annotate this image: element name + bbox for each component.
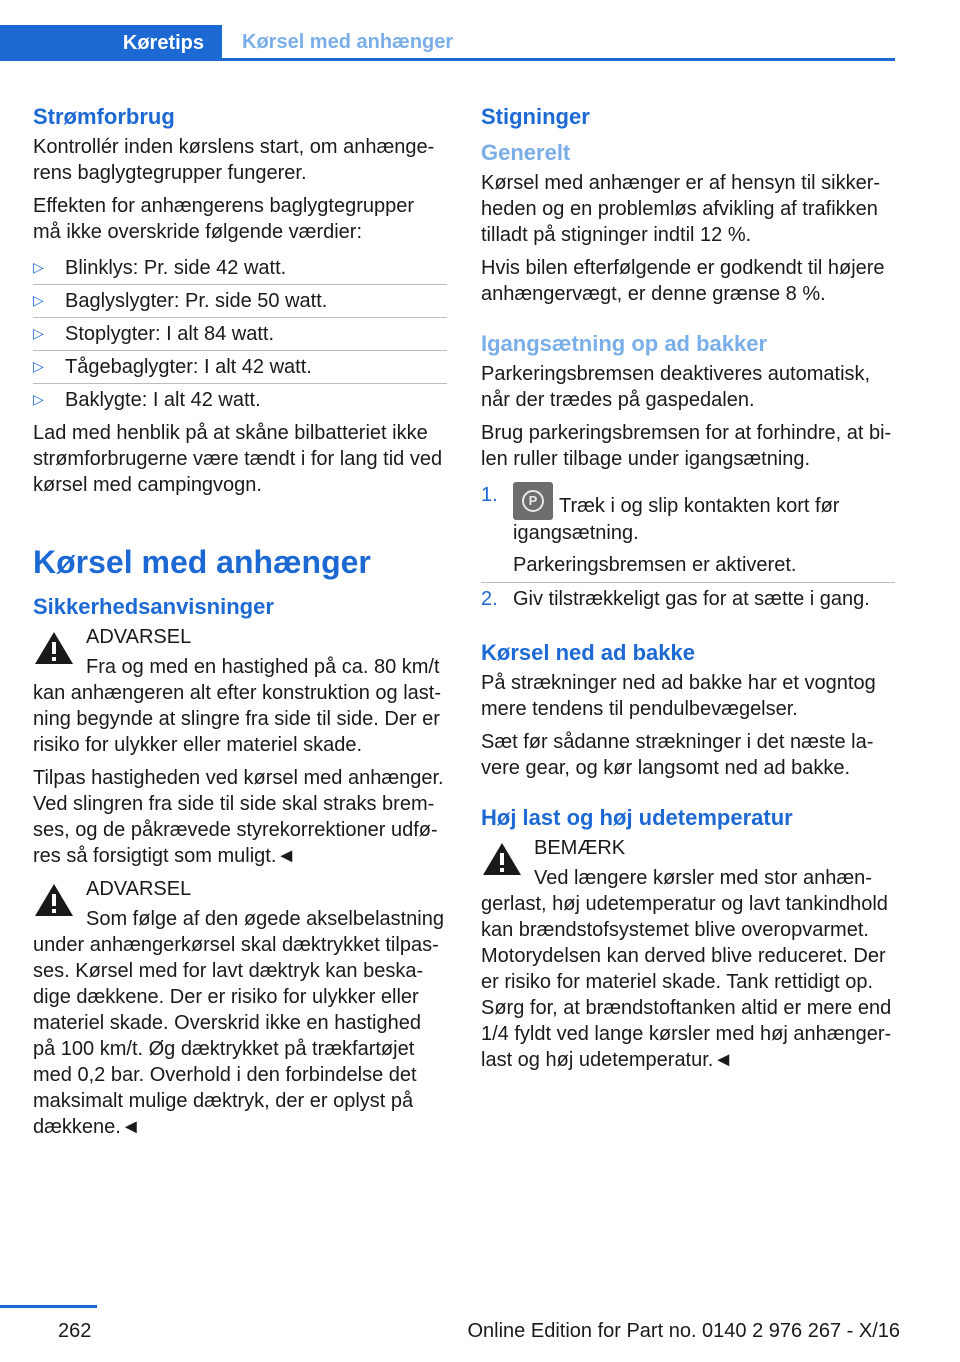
paragraph: Sæt før sådanne strækninger i det næste lavere gear, og kør langsomt ned ad bakke. — [481, 731, 874, 779]
triangle-bullet-icon: ▷ — [33, 358, 44, 374]
parking-brake-button-icon: P — [513, 482, 553, 520]
paragraph: På strækninger ned ad bakke har et vogntog mere tendens til pendulbevægelser. — [481, 672, 876, 720]
section-title-slopes: Stigninger — [481, 104, 590, 129]
list-item: ▷ Tågebaglygter: I alt 42 watt. — [33, 351, 447, 384]
triangle-bullet-icon: ▷ — [33, 259, 44, 275]
triangle-bullet-icon: ▷ — [33, 292, 44, 308]
section-title-high-load: Høj last og høj udetemperatur — [481, 805, 793, 830]
lamp-list — [33, 252, 447, 416]
edition-text: Online Edition for Part no. 0140 2 976 267 - X/16 — [467, 1320, 900, 1342]
list-item — [481, 583, 895, 616]
section-title-downhill: Kørsel ned ad bakke — [481, 640, 695, 665]
list-item: ▷ Blinklys: Pr. side 42 watt. — [33, 252, 447, 285]
section-title-power: Strømforbrug — [33, 104, 175, 129]
paragraph: Effekten for anhængerens baglygtegrupper må ikke overskride følgende værdier: — [33, 195, 415, 243]
section-tab[interactable]: Kørsel med anhænger — [222, 25, 895, 61]
warning-triangle-icon — [33, 630, 75, 666]
footer-rule — [0, 1305, 97, 1308]
step-text: Giv tilstrækkeligt gas for at sætte i gang. — [513, 588, 870, 610]
paragraph: Hvis bilen efterfølgende er godkendt til højere anhængervægt, er denne grænse 8 %. — [481, 257, 885, 305]
step-number: 1. — [481, 484, 498, 506]
warning-block — [33, 876, 447, 1140]
warning-label: ADVARSEL — [86, 878, 192, 900]
subsection-title-uphill-start: Igangsætning op ad bakker — [481, 331, 768, 356]
chapter-heading: Kørsel med anhænger — [33, 544, 371, 580]
paragraph: Parkeringsbremsen deaktiveres automatisk, når der trædes på gaspedalen. — [481, 363, 871, 411]
chapter-tab[interactable]: Køretips — [0, 25, 222, 61]
step-text: Træk i og slip kontakten kort før igangsætning. — [513, 495, 840, 544]
warning-triangle-icon — [33, 882, 75, 918]
list-item: ▷ Baklygte: I alt 42 watt. — [33, 384, 447, 416]
list-item: ▷ Baglyslygter: Pr. side 50 watt. — [33, 285, 447, 318]
step-result: Parkeringsbremsen er aktiveret. — [513, 554, 797, 576]
warning-text: Som følge af den øgede akselbelastning under anhængerkørsel skal dæktrykket tilpasses. Kørsel med for lavt dæktryk kan beskadige dækkene. Der er risiko for ulykker eller materiel skade. Overskrid ikke en hastighed på 100 km/t. Øg dæktrykket på trækfartøjet med 0,2 bar. Overhold i den forbindelse det maksimalt mulige dæktryk, der er oplyst på dækkene.◄ — [33, 908, 444, 1138]
list-item: ▷ Stoplygter: I alt 84 watt. — [33, 318, 447, 351]
warning-block — [33, 624, 447, 758]
right-column — [481, 96, 895, 1080]
paragraph: Brug parkeringsbremsen for at forhindre, at bilen ruller tilbage under igangsætning. — [481, 422, 892, 470]
paragraph: Kontrollér inden kørslens start, om anhængerens baglygtegrupper fungerer. — [33, 136, 435, 184]
subsection-title-general: Generelt — [481, 140, 571, 165]
page-number: 262 — [58, 1320, 92, 1342]
note-text: Ved længere kørsler med stor anhængerlast, høj udetemperatur og lavt tankindhold kan brændstofsystemet blive overopvarmet. Motorydelsen kan derved blive reduceret. Der er risiko for materiel skade. Tank rettidigt op. Sørg for, at brændstoftanken altid er mere end 1/4 fyldt ved lange kørsler med høj anhængerlast og høj udetemperatur.◄ — [481, 867, 892, 1071]
steps-list — [481, 479, 895, 616]
warning-triangle-icon — [481, 841, 523, 877]
left-column — [33, 96, 447, 1147]
warning-label: ADVARSEL — [86, 626, 192, 648]
note-label: BEMÆRK — [534, 837, 626, 859]
triangle-bullet-icon: ▷ — [33, 391, 44, 407]
triangle-bullet-icon: ▷ — [33, 325, 44, 341]
paragraph: Lad med henblik på at skåne bilbatteriet ikke strømforbrugerne være tændt i for lang tid ved kørsel med campingvogn. — [33, 422, 443, 496]
warning-text: Fra og med en hastighed på ca. 80 km/t kan anhængeren alt efter konstruktion og lastning begynde at slingre fra side til side. Der er risiko for ulykker eller materiel skade. — [33, 656, 442, 756]
paragraph: Kørsel med anhænger er af hensyn til sikkerheden og en problemløs afvikling af trafikken tilladt på stigninger indtil 12 %. — [481, 172, 881, 246]
step-number: 2. — [481, 588, 498, 610]
section-title-safety: Sikkerhedsanvisninger — [33, 594, 274, 619]
note-block — [481, 835, 895, 1073]
header-bar — [0, 25, 895, 61]
list-item — [481, 479, 895, 583]
paragraph: Tilpas hastigheden ved kørsel med anhænger. Ved slingren fra side til side skal straks bremses, og de påkrævede styrekorrektioner udføres så forsigtigt som muligt.◄ — [33, 767, 444, 867]
